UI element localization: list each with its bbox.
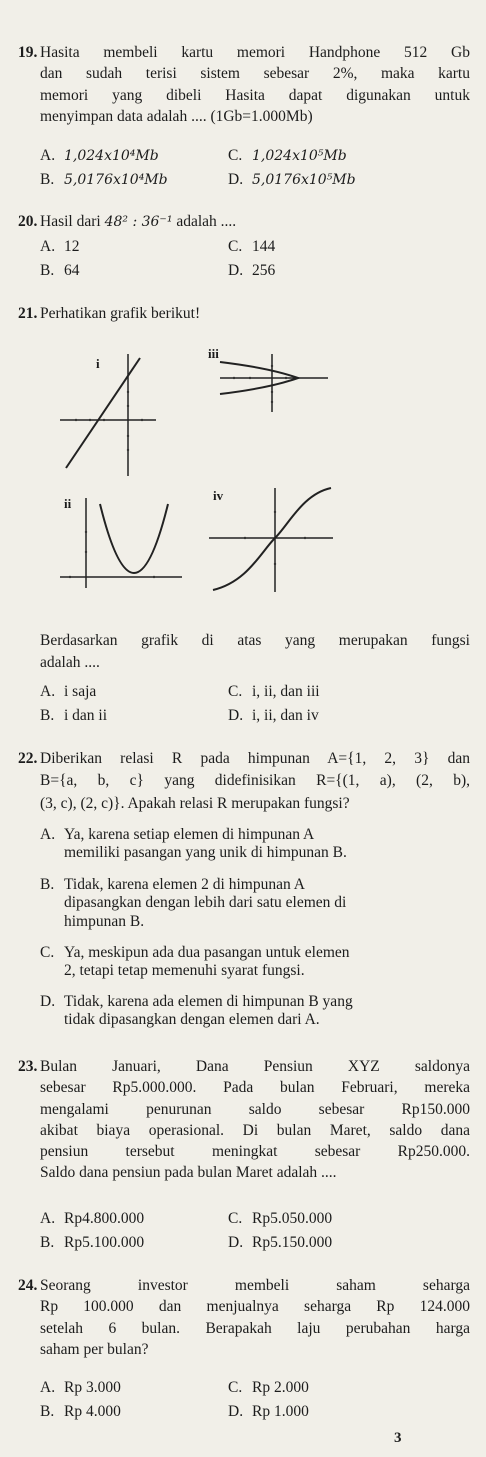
question-text: Hasil dari 48² : 36⁻¹ adalah .... — [40, 213, 237, 230]
option-a[interactable]: A. 12 — [40, 238, 80, 255]
option-d[interactable]: D. Rp 1.000 — [228, 1403, 309, 1420]
question-text: Hasita membeli kartu memori Handphone 512 Gb — [40, 44, 470, 61]
question-text: akibat biaya operasional. Di bulan Maret, saldo dana — [40, 1121, 470, 1139]
option-b[interactable]: B. Tidak, karena elemen 2 di himpunan A dipasangkan dengan lebih dari satu elemen di himpunan B. — [40, 876, 347, 930]
question-text: dan sudah terisi sistem sebesar 2%, maka kartu — [40, 65, 470, 83]
option-a[interactable]: A. Ya, karena setiap elemen di himpunan A memiliki pasangan yang unik di himpunan B. — [40, 826, 347, 862]
option-d[interactable]: D. i, ii, dan iv — [228, 707, 319, 724]
question-number: 23. — [18, 1058, 38, 1075]
option-a[interactable]: A. Rp4.800.000 — [40, 1210, 145, 1227]
option-b[interactable]: B. 5,0176x10⁴Mb — [40, 171, 168, 188]
option-d[interactable]: D. Tidak, karena ada elemen di himpunan B yang tidak dipasangkan dengan elemen dari A. — [40, 993, 353, 1029]
question-text: sebesar Rp5.000.000. Pada bulan Februari, mereka — [40, 1079, 470, 1097]
question-text: Saldo dana pensiun pada bulan Maret adalah .... — [40, 1164, 337, 1182]
option-c[interactable]: C. Rp 2.000 — [228, 1379, 309, 1396]
question-text: Seorang investor membeli saham seharga — [40, 1277, 470, 1294]
question-text: Diberikan relasi R pada himpunan A={1, 2, 3} dan — [40, 750, 470, 767]
option-b[interactable]: B. Rp5.100.000 — [40, 1234, 145, 1251]
option-d[interactable]: D. 5,0176x10⁵Mb — [228, 171, 356, 188]
graph-iv — [205, 482, 335, 597]
option-b[interactable]: B. Rp 4.000 — [40, 1403, 121, 1420]
graph-ii — [56, 492, 186, 592]
option-c[interactable]: C. 1,024x10⁵Mb — [228, 147, 347, 164]
expression: 48² : 36⁻¹ — [104, 214, 173, 230]
question-text: mengalami penurunan saldo sebesar Rp150.000 — [40, 1100, 470, 1118]
question-number: 19. — [18, 44, 38, 61]
question-text: Bulan Januari, Dana Pensiun XYZ saldonya — [40, 1058, 470, 1075]
option-c[interactable]: C. 144 — [228, 238, 276, 255]
option-b[interactable]: B. 64 — [40, 262, 80, 279]
graph-label: iii — [208, 346, 219, 361]
option-a[interactable]: A. 1,024x10⁴Mb — [40, 147, 159, 164]
page-number: 3 — [394, 1430, 402, 1446]
option-c[interactable]: C. Rp5.050.000 — [228, 1210, 333, 1227]
graph-iii — [200, 340, 340, 440]
question-number: 22. — [18, 750, 38, 767]
question-text: menyimpan data adalah .... (1Gb=1.000Mb) — [40, 107, 313, 125]
question-text: Rp 100.000 dan menjualnya seharga Rp 124.000 — [40, 1298, 470, 1316]
question-text: B={a, b, c} yang didefinisikan R={(1, a), (2, b), — [40, 772, 470, 790]
option-d[interactable]: D. 256 — [228, 262, 276, 279]
question-text: pensiun tersebut meningkat sebesar Rp250.000. — [40, 1143, 470, 1161]
option-c[interactable]: C. Ya, meskipun ada dua pasangan untuk elemen 2, tetapi tetap memenuhi syarat fungsi. — [40, 944, 350, 980]
question-text: Berdasarkan grafik di atas yang merupakan fungsi — [40, 632, 470, 649]
graph-label: i — [96, 356, 100, 371]
question-text: (3, c), (2, c)}. Apakah relasi R merupakan fungsi? — [40, 794, 350, 812]
question-text: setelah 6 bulan. Berapakah laju perubahan harga — [40, 1319, 470, 1337]
option-a[interactable]: A. i saja — [40, 683, 97, 700]
question-text: adalah .... — [40, 654, 100, 672]
option-c[interactable]: C. i, ii, dan iii — [228, 683, 320, 700]
question-text: memori yang dibeli Hasita dapat digunakan untuk — [40, 86, 470, 104]
option-d[interactable]: D. Rp5.150.000 — [228, 1234, 333, 1251]
question-number: 20. — [18, 213, 38, 230]
option-b[interactable]: B. i dan ii — [40, 707, 108, 724]
question-text: saham per bulan? — [40, 1340, 149, 1358]
option-a[interactable]: A. Rp 3.000 — [40, 1379, 121, 1396]
question-number: 24. — [18, 1277, 38, 1294]
graph-label: ii — [64, 496, 72, 511]
graph-i — [56, 340, 161, 480]
question-number: 21. — [18, 305, 38, 322]
graph-label: iv — [213, 488, 224, 503]
question-text: Perhatikan grafik berikut! — [40, 305, 201, 322]
